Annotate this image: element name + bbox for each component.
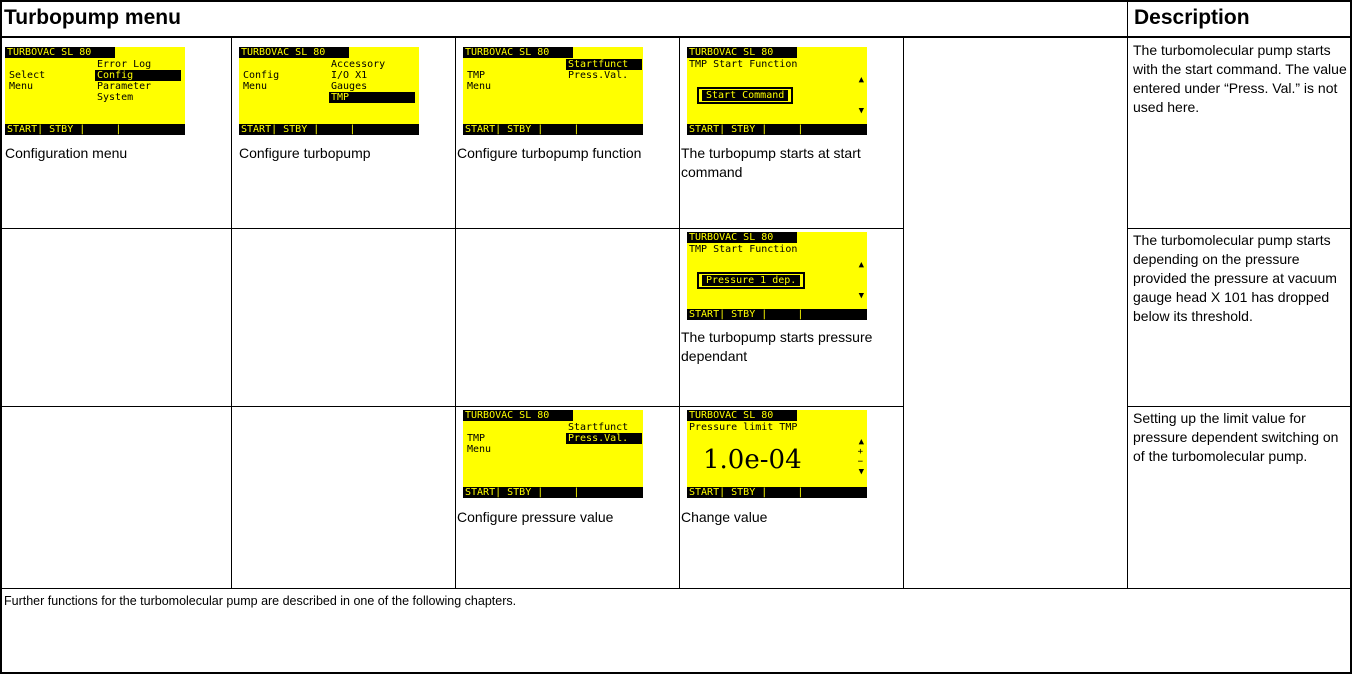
lcd-change-value: [687, 410, 867, 498]
minus-icon: −: [857, 457, 863, 467]
row-divider-1: [0, 228, 903, 229]
lcd-device-name: TURBOVAC SL 80: [5, 47, 115, 58]
menu-item: Startfunct: [568, 422, 629, 433]
col-divider-2: [455, 37, 456, 588]
lcd-softkeys: START| STBY | |: [5, 124, 185, 135]
table-title: Turbopump menu: [4, 6, 181, 29]
lcd-pressure-dependent: [687, 232, 867, 320]
lcd-configure-function: [463, 47, 643, 135]
header-divider: [0, 36, 1352, 38]
lcd-left-label: TMP: [467, 433, 486, 444]
lcd-left-label: Config: [243, 70, 280, 81]
lcd-softkeys: START| STBY | |: [239, 124, 419, 135]
lcd-value: Start Command: [702, 90, 788, 101]
lcd-big-value: 1.0e-04: [703, 445, 802, 475]
lcd-left-label: Menu: [467, 444, 492, 455]
lcd-device-name: TURBOVAC SL 80: [687, 47, 797, 58]
lcd-device-name: TURBOVAC SL 80: [239, 47, 349, 58]
lcd-left-label: Select: [9, 70, 46, 81]
lcd-softkeys: START| STBY | |: [687, 309, 867, 320]
menu-item: Error Log: [97, 59, 152, 70]
menu-item: Gauges: [331, 81, 368, 92]
triangle-down-icon: ▼: [858, 291, 864, 301]
lcd-softkeys: START| STBY | |: [463, 487, 643, 498]
menu-item: Press.Val.: [568, 70, 629, 81]
triangle-up-icon: ▲: [858, 260, 864, 270]
caption-pressure-dependent: The turbopump starts pressure dependant: [681, 329, 873, 364]
description-pressure-dependent: The turbomolecular pump starts depending on the pressure provided the pressure at vacuum gauge head X 101 has dropped below its threshold.: [1133, 232, 1337, 324]
description-limit-value: Setting up the limit value for pressure dependent switching on of the turbomolecular pump.: [1133, 410, 1339, 464]
lcd-heading: TMP Start Function: [689, 244, 798, 255]
lcd-configure-pressure: [463, 410, 643, 498]
lcd-softkeys: START| STBY | |: [463, 124, 643, 135]
col-divider-5: [1127, 0, 1128, 588]
description-heading: Description: [1134, 6, 1250, 29]
triangle-down-icon: ▼: [858, 467, 864, 477]
menu-item: Accessory: [331, 59, 386, 70]
lcd-left-label: Menu: [9, 81, 34, 92]
lcd-config-menu: [5, 47, 185, 135]
lcd-heading: Pressure limit TMP: [689, 422, 798, 433]
row-divider-2-desc: [1127, 406, 1352, 407]
plus-icon: +: [857, 447, 863, 457]
menu-item-selected: Config: [95, 70, 181, 81]
lcd-configure-turbopump: [239, 47, 419, 135]
triangle-up-icon: ▲: [858, 75, 864, 85]
menu-item-selected: Press.Val.: [566, 433, 642, 444]
caption-config-menu: Configuration menu: [5, 145, 128, 161]
caption-start-command: The turbopump starts at start command: [681, 145, 861, 180]
caption-configure-turbopump: Configure turbopump: [239, 145, 371, 161]
lcd-value-box: [697, 87, 793, 104]
row-divider-1-desc: [1127, 228, 1352, 229]
lcd-left-label: Menu: [243, 81, 268, 92]
lcd-softkeys: START| STBY | |: [687, 124, 867, 135]
caption-configure-function: Configure turbopump function: [457, 145, 642, 161]
triangle-up-icon: ▲: [858, 437, 864, 447]
col-divider-3: [679, 37, 680, 588]
menu-item-selected: Startfunct: [566, 59, 642, 70]
lcd-softkeys: START| STBY | |: [687, 487, 867, 498]
lcd-value: Pressure 1 dep.: [702, 275, 800, 286]
footer-note: Further functions for the turbomolecular pump are described in one of the following chapters.: [4, 594, 517, 608]
lcd-heading: TMP Start Function: [689, 59, 798, 70]
caption-configure-pressure: Configure pressure value: [457, 509, 614, 525]
menu-item: Parameter: [97, 81, 152, 92]
lcd-start-command: [687, 47, 867, 135]
lcd-device-name: TURBOVAC SL 80: [687, 232, 797, 243]
lcd-value-box: [697, 272, 805, 289]
menu-item-selected: TMP: [329, 92, 415, 103]
lcd-left-label: Menu: [467, 81, 492, 92]
row-divider-2: [0, 406, 903, 407]
triangle-down-icon: ▼: [858, 106, 864, 116]
lcd-device-name: TURBOVAC SL 80: [463, 47, 573, 58]
menu-item: I/O X1: [331, 70, 368, 81]
menu-item: System: [97, 92, 134, 103]
lcd-device-name: TURBOVAC SL 80: [687, 410, 797, 421]
footer-divider: [0, 588, 1352, 589]
caption-change-value: Change value: [681, 509, 768, 525]
col-divider-4: [903, 37, 904, 588]
description-start-command: The turbomolecular pump starts with the start command. The value entered under “Press. Val.” is not used here.: [1133, 42, 1347, 115]
lcd-left-label: TMP: [467, 70, 486, 81]
col-divider-1: [231, 37, 232, 588]
lcd-device-name: TURBOVAC SL 80: [463, 410, 573, 421]
